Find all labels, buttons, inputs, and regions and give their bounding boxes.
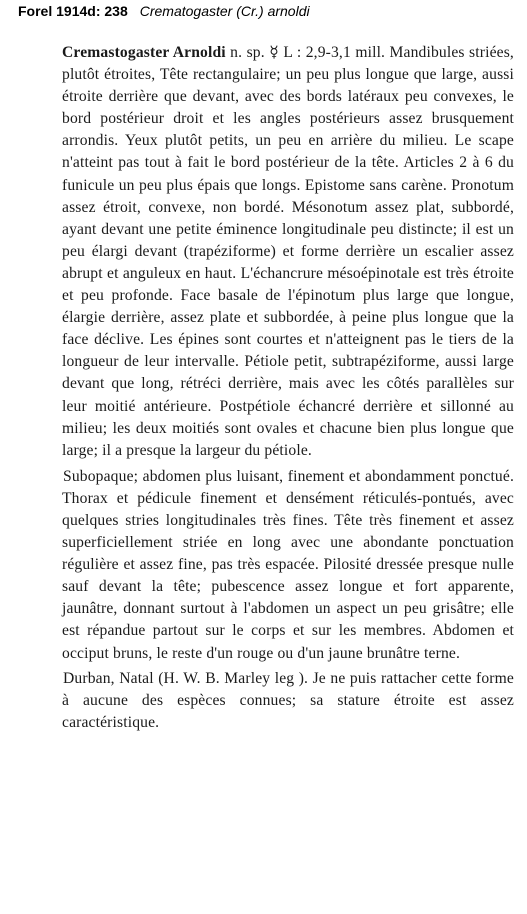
taxon-name: Crematogaster (Cr.) arnoldi bbox=[139, 3, 310, 19]
species-description bbox=[62, 42, 514, 734]
morphology-text: n. sp. ☿ L : 2,9-3,1 mill. Mandibules striées, plutôt étroites, Tête rectangulaire; un peu plus longue que large, aussi étroite derrière que devant, avec des bords latéraux peu convexes, le bord postérieur droit et les angles postérieurs assez brusquement arrondis. Yeux plutôt petits, un peu en arrière du milieu. Le scape n'atteint pas tout à fait le bord postérieur de la tête. Articles 2 à 6 du funicule un peu plus épais que longs. Epistome sans carène. Pronotum assez étroit, convexe, non bordé. Mésonotum assez plat, subbordé, ayant devant une petite éminence longitudinale peu distincte; il est un peu élargi devant (trapéziforme) et forme derrière un escalier assez abrupt et anguleux en haut. L'échancrure mésoépinotale est très étroite et peu profonde. Face basale de l'épinotum plus large que longue, élargie derrière, assez plate et subbordée, à peine plus longue que la face déclive. Les épines sont courtes et n'atteignent pas le tiers de la longueur de leur intervalle. Pétiole petit, subtrapéziforme, aussi large devant que long, rétréci derrière, mais avec les côtés parallèles sur leur moitié antérieure. Postpétiole échancré derrière et sillonné au milieu; les deux moitiés sont ovales et chacune bien plus longue que large; il a presque la largeur du pétiole. bbox=[62, 44, 514, 459]
citation-reference: Forel 1914d: 238 bbox=[18, 3, 128, 19]
description-paragraph-locality: Durban, Natal (H. W. B. Marley leg ). Je ne puis rattacher cette forme à aucune des espèces connues; sa stature étroite est assez caractéristique. bbox=[62, 669, 514, 731]
citation-header bbox=[18, 3, 517, 21]
description-paragraph-morphology bbox=[62, 42, 514, 462]
description-paragraph-sculpture: Subopaque; abdomen plus luisant, finement et abondamment ponctué. Thorax et pédicule finement et densément réticulés-pontués, avec quelques stries longitudinales très fines. Tête très finement et assez superficiellement striée en long avec une abondante ponctuation régulière et assez fine, pas très espacée. Pilosité dressée presque nulle sauf devant la tête; pubescence assez longue et fort apparente, jaunâtre, donnant surtout à l'abdomen un aspect un peu grisâtre; elle est répandue partout sur le corps et sur les membres. Abdomen et occiput bruns, le reste d'un rouge ou d'un jaune brunâtre terne. bbox=[62, 467, 514, 662]
species-name: Cremastogaster Arnoldi bbox=[62, 44, 226, 61]
